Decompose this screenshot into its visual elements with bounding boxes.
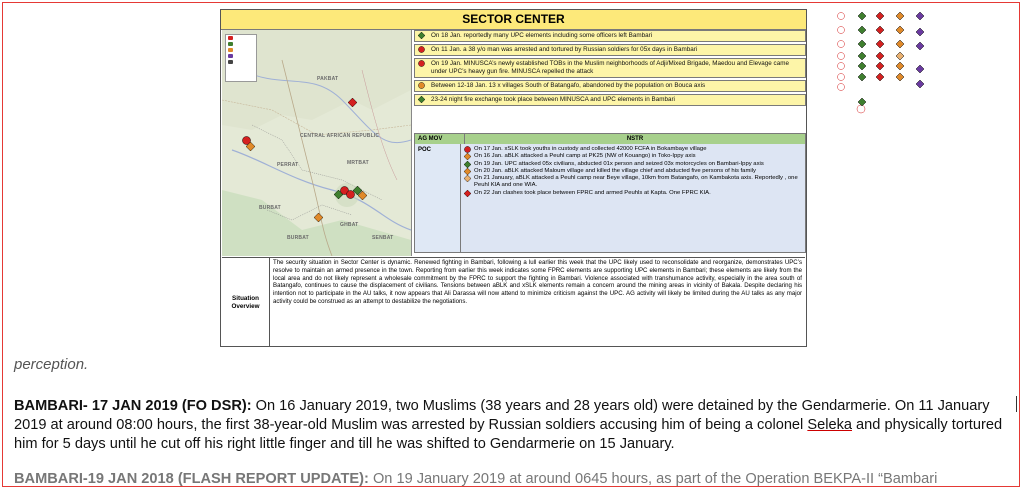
perception-fragment: perception.	[14, 356, 89, 373]
poc-item-text: On 19 Jan. UPC attacked 05x civilians, abducted 01x person and seized 03x motorcycles on Bambari-Ippy axis	[474, 160, 764, 167]
table-header	[415, 134, 805, 144]
col-ag-mov: AG MOV	[415, 134, 465, 144]
map-legend	[225, 34, 257, 82]
poc-item	[464, 161, 802, 168]
event-text: 23-24 night fire exchange took place between MINUSCA and UPC elements in Bambari	[431, 96, 675, 103]
green-diamond-icon	[418, 32, 425, 39]
poc-item	[464, 168, 802, 175]
poc-item-text: On 21 January, aBLK attacked a Peuhl camp near Beye village, 10km from Batangafo, on Kambakota axis. Reportedly , one Peuhl KIA and one WIA.	[474, 175, 798, 189]
event-item	[414, 80, 806, 92]
map-label-mrtbat: MRTBAT	[347, 160, 369, 166]
map-marker-orange-2-icon	[314, 213, 323, 222]
para2-text: On 19 January 2019 at around 0645 hours, as part of the Operation BEKPA-II “Bambari	[372, 471, 938, 487]
poc-item-text: On 17 Jan. xSLK took youths in custody and collected 42000 FCFA in Bokambaye village	[474, 146, 707, 152]
event-text: Between 12-18 Jan. 13 x villages South of Batangafo, abandoned by the population on Bouca axis	[431, 82, 706, 89]
row-label-poc: POC	[415, 144, 461, 252]
event-list	[414, 30, 806, 108]
poc-item	[464, 146, 802, 153]
para1-tail: and physically tortured him for 5 days until he cut off his right little finger and till he was shifted to Gendarmerie on 15 January.	[14, 417, 1003, 452]
event-item	[414, 30, 806, 42]
orange-diamond-icon	[418, 82, 425, 89]
map-marker-orange-icon	[246, 142, 255, 151]
para1-text: On 16 January 2019, two Muslims (38 years and 28 years old) were detained by the Gendarmerie. On 11 January 2019 at around 08:00 hours, the first 38-year-old Muslim was arrested by Russian soldiers accusing him of being a colonel	[14, 398, 990, 433]
map-panel	[222, 30, 412, 256]
col-nstr: NSTR	[626, 136, 644, 142]
event-item	[414, 44, 806, 56]
event-text: On 19 Jan. MINUSCA’s newly established TOBs in the Muslim neighborhoods of Adji/Mixed Brigade, Maedou and Elevage came under UPC’s heavy gun fire. MINUSCA repelled the attack	[431, 60, 789, 75]
event-text: On 18 Jan. reportedly many UPC elements including some officers left Bambari	[431, 32, 653, 39]
orange-diamond-icon	[464, 168, 471, 175]
red-circle-icon	[464, 146, 471, 153]
situation-label: Situation Overview	[222, 258, 270, 347]
text-cursor	[1016, 396, 1017, 412]
map-label-pakbat: PAKBAT	[317, 76, 339, 82]
green-diamond-icon	[464, 161, 471, 168]
red-circle-icon	[418, 60, 425, 67]
map-label-burbat-2: BURBAT	[287, 235, 309, 241]
map-label-car: CENTRAL AFRICAN REPUBLIC	[300, 133, 380, 139]
event-item	[414, 94, 806, 106]
table-body	[415, 144, 805, 252]
symbol-legend-grid	[834, 10, 934, 120]
orange-diamond-icon	[464, 175, 471, 182]
event-text: On 11 Jan. a 38 y/o man was arrested and tortured by Russian soldiers for 05x days in Bambari	[431, 46, 698, 53]
sector-center-slide	[220, 9, 807, 347]
bambari-19-jan-paragraph	[14, 470, 1014, 488]
poc-item	[464, 175, 802, 190]
poc-item-text: On 16 Jan. aBLK attacked a Peuhl camp at PK25 (NW of Kouango) in Toko-Ippy axis	[474, 153, 696, 160]
para1-heading: BAMBARI- 17 JAN 2019 (FO DSR):	[14, 398, 252, 414]
poc-item	[464, 153, 802, 160]
map-marker-orange-3-icon	[358, 191, 367, 200]
map-label-senbat: SENBAT	[372, 235, 394, 241]
para1-seleka: Seleka	[807, 417, 852, 433]
map-label-burbat: BURBAT	[259, 205, 281, 211]
ag-mov-table	[414, 133, 806, 253]
poc-item-text: On 22 Jan clashes took place between FPRC and armed Peuhls at Kapta. One FPRC KIA.	[474, 189, 711, 196]
bambari-17-jan-paragraph	[14, 397, 1014, 454]
slide-title: SECTOR CENTER	[221, 10, 806, 30]
green-diamond-icon	[418, 96, 425, 103]
red-circle-icon	[418, 46, 425, 53]
orange-diamond-icon	[464, 153, 471, 160]
poc-item	[464, 190, 802, 197]
event-item	[414, 58, 806, 78]
red-diamond-icon	[464, 190, 471, 197]
poc-item-text: On 20 Jan. aBLK attacked Maloum village and killed the village chief and abducted five persons of his family	[474, 167, 756, 174]
situation-text: The security situation in Sector Center is dynamic. Renewed fighting in Bambari, following a lull earlier this week that the UPC likely used to reconsolidate and reorganize, demonstrates UPC’s resolve to maintain an armed presence in the town. Reporting from earlier this week indicates some FPRC elements are supporting UPC elements in Bambari; these elements are likely from the local area and do not likely represent a wholesale commitment by the FPRC to support the fighting in Bambari. Violence associated with transhumance activity, especially in the area south of Batangafo, continues to cause the displacement of civilians. Tensions between aBLK and xSLK elements remain a concern around the mining areas in vicinity of Bakala. Despite declaring his intention not to participate in the AU talks, it now appears that Ali Darassa will now attend to minimize criticism against the UPC. AG activity will likely be limited during the AU talks as any major activity could be construed as an attempt to destabilize the negotiations.	[273, 259, 802, 305]
poc-items	[461, 144, 805, 252]
para2-heading: BAMBARI-19 JAN 2018 (FLASH REPORT UPDATE):	[14, 471, 369, 487]
map-label-perrat: PERRAT	[277, 162, 299, 168]
map-marker-red-icon	[348, 98, 357, 107]
map-label-ghbat: GHBAT	[340, 222, 359, 228]
situation-overview	[222, 257, 805, 347]
